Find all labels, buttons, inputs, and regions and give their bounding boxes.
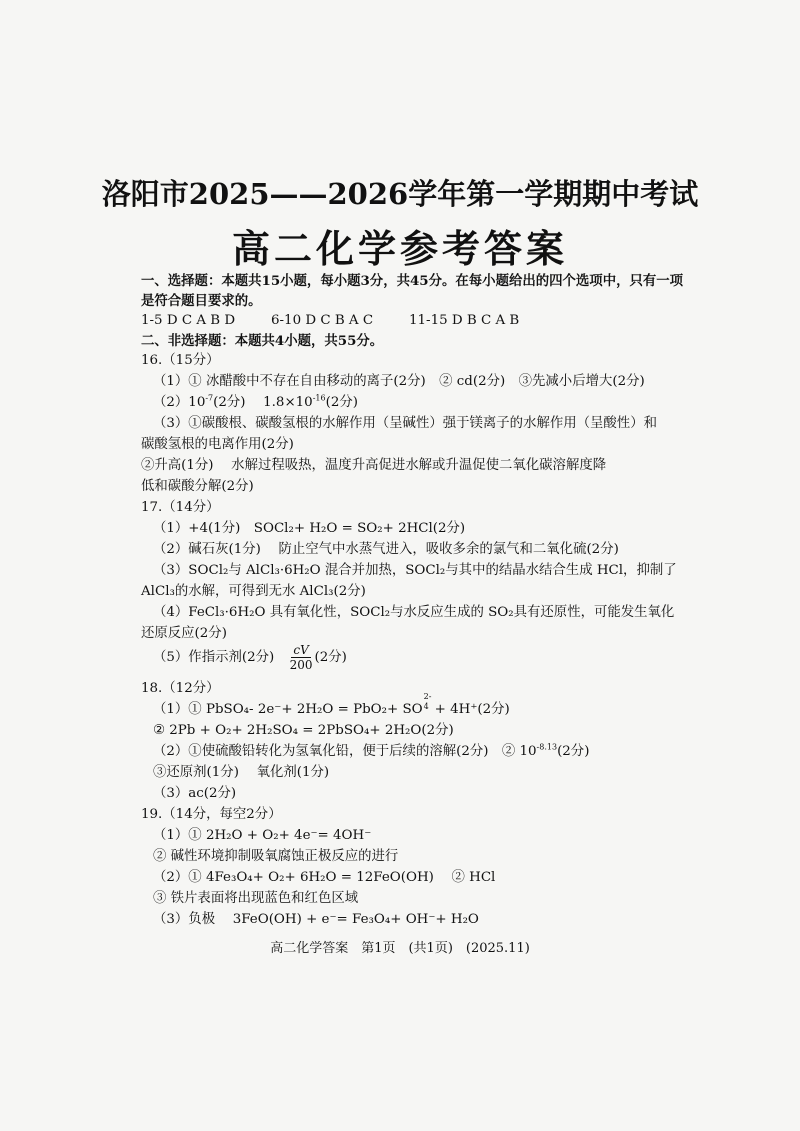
q17-line4: AlCl₃的水解，可得到无水 AlCl₃(2分) xyxy=(141,584,366,599)
q16-line1: （1）① 冰醋酸中不存在自由移动的离子(2分) ② cd(2分) ③先减小后增大(2分) xyxy=(153,374,645,389)
section1-heading-line2: 是符合题目要求的。 xyxy=(141,293,262,309)
q17-line7: （5）作指示剂(2分) $\frac{cV}{200}$ (2分) xyxy=(153,643,347,672)
q19-line3: （2）① 4Fe₃O₄+ O₂+ 6H₂O = 12FeO(OH) ② HCl xyxy=(153,870,496,885)
q17-line3: （3）SOCl₂与 AlCl₃·6H₂O 混合并加热，SOCl₂与其中的结晶水结合生成 HCl，抑制了 xyxy=(153,563,677,578)
q16-header: 16.（15分） xyxy=(141,353,220,368)
q18-line1: （1）① PbSO₄- 2e⁻+ 2H₂O = PbO₂+ SO 2- 4 + 4H⁺(2分) xyxy=(153,692,510,717)
answers-6-10: 6-10 D C B A C xyxy=(271,313,374,328)
q18-line5: （3）ac(2分) xyxy=(153,786,237,801)
q19-line1: （1）① 2H₂O + O₂+ 4e⁻= 4OH⁻ xyxy=(153,828,372,843)
q16-line3: （3）①碳酸根、碳酸氢根的水解作用（呈碱性）强于镁离子的水解作用（呈酸性）和 xyxy=(153,416,657,431)
q17-line1: （1）+4(1分) SOCl₂+ H₂O = SO₂+ 2HCl(2分) xyxy=(153,521,466,536)
q19-line2: ② 碱性环境抑制吸氧腐蚀正极反应的进行 xyxy=(153,849,399,864)
q17-line2: （2）碱石灰(1分) 防止空气中水蒸气进入，吸收多余的氯气和二氧化硫(2分) xyxy=(153,542,619,557)
document-title: 高二化学参考答案 xyxy=(231,226,568,271)
q16-line6: 低和碳酸分解(2分) xyxy=(141,479,254,494)
q18-line2: ② 2Pb + O₂+ 2H₂SO₄ = 2PbSO₄+ 2H₂O(2分) xyxy=(153,723,454,738)
q19-line4: ③ 铁片表面将出现蓝色和红色区域 xyxy=(153,891,359,906)
q18-header: 18.（12分） xyxy=(141,681,220,696)
q16-line4: 碳酸氢根的电离作用(2分) xyxy=(141,437,294,452)
section1-heading-line1: 一、选择题：本题共15小题，每小题3分，共45分。在每小题给出的四个选项中，只有一项 xyxy=(141,273,684,289)
page-footer: 高二化学答案 第1页 (共1页) (2025.11) xyxy=(270,941,530,956)
q19-header: 19.（14分，每空2分） xyxy=(141,807,282,822)
answers-11-15: 11-15 D B C A B xyxy=(409,313,520,328)
q16-line5: ②升高(1分) 水解过程吸热，温度升高促进水解或升温促使二氧化碳溶解度降 xyxy=(141,458,607,473)
q17-line6: 还原反应(2分) xyxy=(141,626,227,641)
q17-header: 17.（14分） xyxy=(141,500,220,515)
fraction-cv-over-200: $\frac{cV}{200}$ xyxy=(289,643,313,672)
answers-1-5: 1-5 D C A B D xyxy=(141,313,236,328)
q18-line4: ③还原剂(1分) 氧化剂(1分) xyxy=(153,765,330,780)
exam-title: 洛阳市2025——2026学年第一学期期中考试 xyxy=(101,177,699,211)
section2-heading: 二、非选择题：本题共4小题，共55分。 xyxy=(141,333,384,349)
q16-line2: $(2)10^{-7}(2$分) $1.8\times 10^{-16}(2$分) xyxy=(153,393,358,410)
q18-line3: （2）①使硫酸铅转化为氢氧化铅，便于后续的溶解(2分) ② $10^{-8.13}(2$分) xyxy=(153,742,590,759)
q17-line5: （4）FeCl₃·6H₂O 具有氧化性，SOCl₂与水反应生成的 SO₂具有还原性，可能发生氧化 xyxy=(153,605,675,620)
q19-line5: （3）负极 3FeO(OH) + e⁻= Fe₃O₄+ OH⁻+ H₂O xyxy=(153,912,479,927)
